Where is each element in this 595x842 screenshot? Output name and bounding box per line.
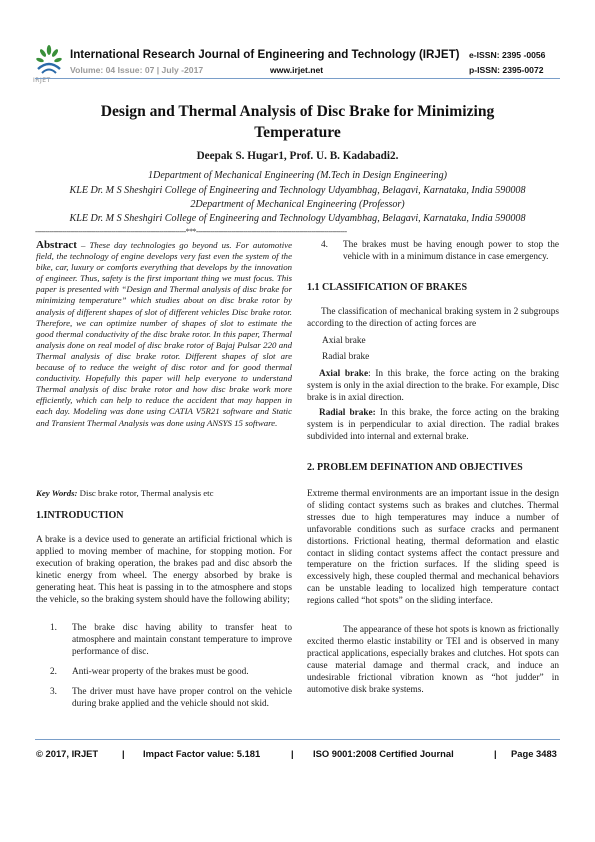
- list-item-number: 1.: [50, 623, 57, 633]
- separator: -------------------------------------------------------------------------***-------------------------------------------------------------------------: [35, 227, 347, 236]
- irjet-logo-icon: [35, 45, 63, 77]
- issue-line: Volume: 04 Issue: 07 | July -2017: [70, 65, 204, 75]
- radial-brake-paragraph: [307, 408, 559, 444]
- intro-paragraph: A brake is a device used to generate an artificial frictional which is applied to moving member of machine, for stopping motion. For execution of braking operation, the brakes pad and disc absorb the kinetic energy from wheel. The energy absorbed by brake is generating heat. This heat is passing in to the atmosphere and stops the vehicle, so the braking system should have the following ability;: [36, 535, 292, 605]
- abstract: [36, 240, 292, 429]
- footer-page-number: Page 3483: [511, 748, 557, 759]
- journal-title: International Research Journal of Engineering and Technology (IRJET): [70, 48, 460, 61]
- keywords: [36, 488, 292, 500]
- list-item: [36, 623, 292, 659]
- footer-separator: |: [291, 748, 294, 759]
- footer-iso: ISO 9001:2008 Certified Journal: [313, 748, 454, 759]
- list-item: [307, 240, 559, 264]
- classification-intro: The classification of mechanical braking system in 2 subgroups according to the direction of acting forces are: [307, 307, 559, 329]
- list-item-text: Anti-wear property of the brakes must be good.: [72, 666, 249, 677]
- pissn: p-ISSN: 2395-0072: [469, 65, 544, 75]
- footer-separator: |: [122, 748, 125, 759]
- intro-heading: 1.INTRODUCTION: [36, 510, 124, 521]
- list-item: [36, 687, 292, 711]
- keywords-label: Key Words:: [36, 488, 78, 498]
- affiliation-1-dept: 1Department of Mechanical Engineering (M.Tech in Design Engineering): [147, 170, 447, 181]
- logo-text: IRJET: [33, 77, 51, 84]
- list-item-text: The driver must have have proper control on the vehicle during brake applied and the vehicle should not skid.: [72, 686, 292, 709]
- axial-brake-label: Axial brake: [319, 369, 369, 379]
- problem-paragraph-2: The appearance of these hot spots is known as frictionally excited thermo elastic instability or TEI and is observed in many practical applications, especially brakes and clutches. Hot spots can cause material damage and thermal crack, and induce an undesirable frictional vibration known as “hot judder” in automotive disk brake systems.: [307, 625, 559, 695]
- problem-heading: 2. PROBLEM DEFINATION AND OBJECTIVES: [307, 462, 523, 473]
- abstract-label: Abstract: [36, 239, 77, 251]
- footer-copyright: © 2017, IRJET: [36, 748, 99, 759]
- footer-divider: [35, 739, 560, 740]
- footer-separator: |: [494, 748, 497, 759]
- abstract-dash: –: [76, 240, 90, 250]
- radial-brake-text: In this brake, the force acting on the braking system is in perpendicular to axial direction. The radial brakes subdivided into internal and external brake.: [307, 408, 559, 442]
- intro-list: [36, 623, 292, 718]
- authors: Deepak S. Hugar1, Prof. U. B. Kadabadi2.: [196, 150, 399, 162]
- intro-list-continued: [307, 240, 559, 272]
- paper-title: Design and Thermal Analysis of Disc Brake for Minimizing Temperature: [100, 103, 495, 141]
- problem-paragraph-1: Extreme thermal environments are an important issue in the design of sliding contact systems such as brakes and clutches. Thermal stresses due to high temperatures may induce a number of unfavorable conditions such as surface cracks and permanent distortions. Frictional heating, thermal deformation and elastic contact in sliding contact systems affect the contact pressure and temperature on the friction surfaces. If the sliding speed is excessively high, these coupled thermal and mechanical behaviors can be unstable leading to localized high temperature contact regions called “hot spots” on the sliding interface.: [307, 489, 559, 607]
- journal-website-link[interactable]: www.irjet.net: [270, 65, 324, 75]
- list-item-number: 2.: [50, 666, 57, 677]
- eissn: e-ISSN: 2395 -0056: [469, 50, 546, 60]
- affiliation-2-dept: 2Department of Mechanical Engineering (Professor): [190, 199, 405, 210]
- classification-item-radial: Radial brake: [322, 352, 370, 362]
- footer-impact-factor: Impact Factor value: 5.181: [143, 748, 261, 759]
- header-divider: [35, 78, 560, 79]
- axial-brake-text: : In this brake, the force acting on the braking system is only in the axial direction to the brake. For example, Disc brake is in axial direction.: [307, 369, 559, 403]
- radial-brake-label: Radial brake:: [319, 408, 376, 418]
- classification-item-axial: Axial brake: [322, 336, 366, 346]
- keywords-text: Disc brake rotor, Thermal analysis etc: [77, 488, 214, 498]
- list-item-number: 3.: [50, 686, 57, 697]
- abstract-text: These day technologies go beyond us. For automotive field, the technology of engine develops very fast even the system of the bike, car, luxury or comforts everything that develops by the innovation of engineer. Thus, safety is the first important thing we must focus. This paper is presented with “Design and Thermal analysis of disc brake for minimizing temperature” which studies about on disc brake rotor by analysis of different shapes of slot of different vehicles Disc brake rotor. Therefore, we can optimize number of shapes of slot to estimate the good thermal conductivity of the disc brake rotor. In this paper, Thermal analysis done on real model of disc brake rotor of Bajaj Pulsar 220 and Thermal analysis of disc brake rotor. Different shapes of slot are because of to reduce the weight of disc rotor and for good thermal conductivity. Hopefully this paper will help everyone to understand Thermal analysis of disc brake rotor and how disc brake work more efficiently, which can help to reduce the accident that may happen in each day. Modeling was done using CATIA V5R21 software and Static and Transient Thermal Analysis was done using ANSYS 15 software.: [36, 240, 293, 428]
- affiliation-1-college: KLE Dr. M S Sheshgiri College of Engineering and Technology Udyambhag, Belagavi, Karnataka, India 590008: [69, 185, 526, 196]
- list-item: [36, 667, 292, 679]
- classification-heading: 1.1 CLASSIFICATION OF BRAKES: [307, 282, 468, 293]
- list-item-number: 4.: [321, 240, 328, 250]
- axial-brake-paragraph: [307, 369, 559, 405]
- affiliation-2-college: KLE Dr. M S Sheshgiri College of Engineering and Technology Udyambhag, Belagavi, Karnataka, India 590008: [69, 213, 526, 224]
- list-item-text: The brake disc having ability to transfer heat to atmosphere and maintain constant temperature to improve performance of disc.: [72, 623, 292, 657]
- list-item-text: The brakes must be having enough power to stop the vehicle with in a minimum distance in case emergency.: [343, 240, 559, 262]
